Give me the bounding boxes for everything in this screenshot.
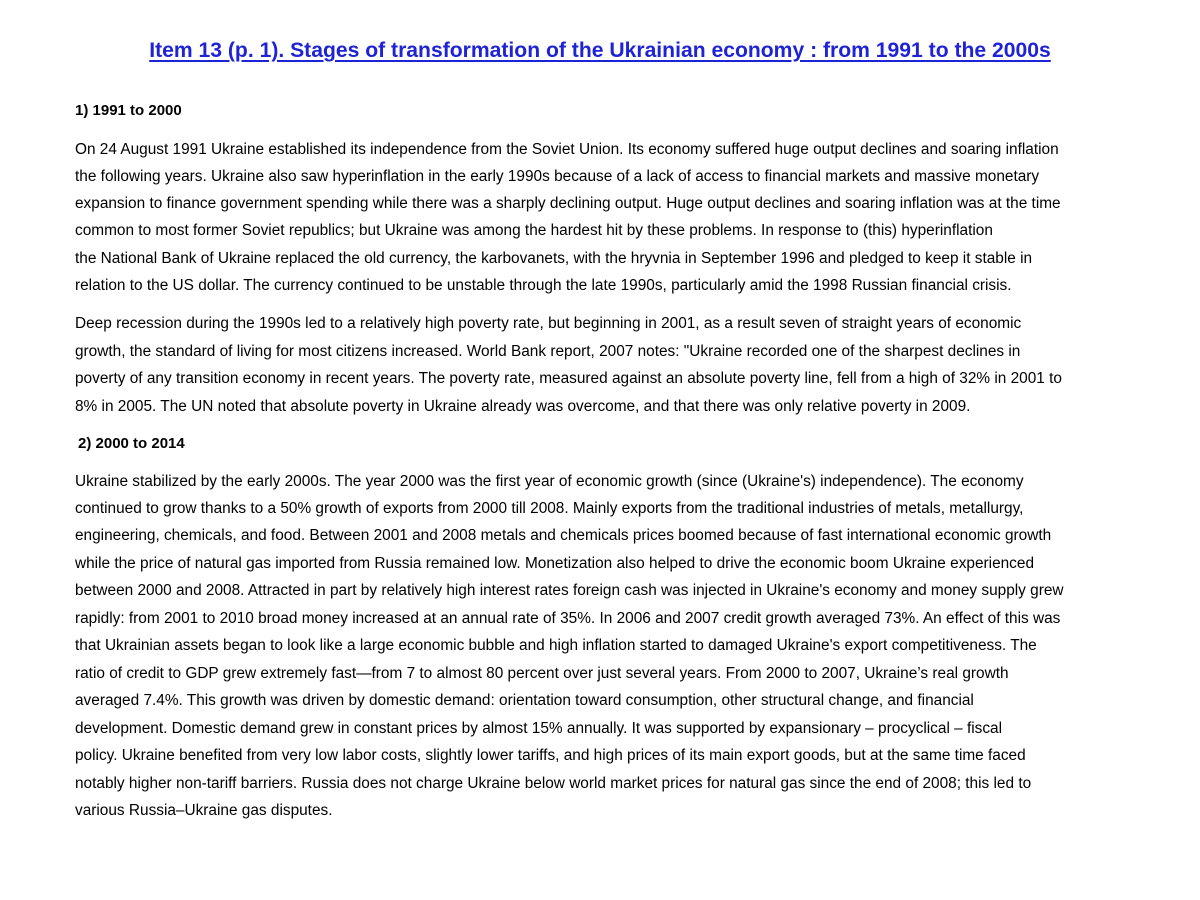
paragraph-line: On 24 August 1991 Ukraine established its independence from the Soviet Union. Its economy suffered huge output declines and soaring inflation bbox=[75, 141, 1059, 158]
paragraph-line: policy. Ukraine benefited from very low labor costs, slightly lower tariffs, and high prices of its main export goods, but at the same time faced bbox=[75, 747, 1026, 764]
paragraph-line: while the price of natural gas imported from Russia remained low. Monetization also helped to drive the economic boom Ukraine experienced bbox=[75, 555, 1034, 572]
paragraph-line: 8% in 2005. The UN noted that absolute poverty in Ukraine already was overcome, and that there was only relative poverty in 2009. bbox=[75, 398, 971, 415]
paragraph-line: notably higher non-tariff barriers. Russia does not charge Ukraine below world market prices for natural gas since the end of 2008; this led to bbox=[75, 775, 1032, 792]
paragraph-line: continued to grow thanks to a 50% growth of exports from 2000 till 2008. Mainly exports from the traditional industries of metals, metallurgy, bbox=[75, 500, 1024, 517]
paragraph-line: the following years. Ukraine also saw hyperinflation in the early 1990s because of a lack of access to financial markets and massive monetary bbox=[75, 168, 1040, 185]
paragraph-line: relation to the US dollar. The currency continued to be unstable through the late 1990s, particularly amid the 1998 Russian financial crisis. bbox=[75, 277, 1012, 294]
paragraph-line: Deep recession during the 1990s led to a relatively high poverty rate, but beginning in 2001, as a result seven of straight years of economic bbox=[75, 315, 1022, 332]
paragraph-line: the National Bank of Ukraine replaced the old currency, the karbovanets, with the hryvnia in September 1996 and pledged to keep it stable in bbox=[75, 250, 1033, 267]
paragraph-line: engineering, chemicals, and food. Between 2001 and 2008 metals and chemicals prices boomed because of fast international economic growth bbox=[75, 527, 1052, 544]
paragraph-line: rapidly: from 2001 to 2010 broad money increased at an annual rate of 35%. In 2006 and 2007 credit growth averaged 73%. An effect of this was bbox=[75, 610, 1061, 627]
paragraph-line: ratio of credit to GDP grew extremely fast—from 7 to almost 80 percent over just several years. From 2000 to 2007, Ukraine’s real growth bbox=[75, 665, 1009, 682]
paragraph-line: growth, the standard of living for most citizens increased. World Bank report, 2007 notes: "Ukraine recorded one of the sharpest declines in bbox=[75, 343, 1021, 360]
paragraph-line: Ukraine stabilized by the early 2000s. The year 2000 was the first year of economic growth (since (Ukraine's) independence). The economy bbox=[75, 473, 1024, 490]
paragraph-line: that Ukrainian assets began to look like a large economic bubble and high inflation started to damaged Ukraine's export competitiveness. The bbox=[75, 637, 1037, 654]
section-heading-1991-2000: 1) 1991 to 2000 bbox=[75, 102, 182, 119]
paragraph-line: averaged 7.4%. This growth was driven by domestic demand: orientation toward consumption, other structural change, and financial bbox=[75, 692, 974, 709]
paragraph-line: various Russia–Ukraine gas disputes. bbox=[75, 802, 333, 819]
paragraph-line: common to most former Soviet republics; but Ukraine was among the hardest hit by these problems. In response to (this) hyperinflation bbox=[75, 222, 993, 239]
paragraph-line: between 2000 and 2008. Attracted in part by relatively high interest rates foreign cash was injected in Ukraine's economy and money supply grew bbox=[75, 582, 1064, 599]
paragraph-line: expansion to finance government spending while there was a sharply declining output. Huge output declines and soaring inflation was at the time bbox=[75, 195, 1061, 212]
section-heading-2000-2014: 2) 2000 to 2014 bbox=[78, 435, 185, 452]
paragraph-line: poverty of any transition economy in recent years. The poverty rate, measured against an absolute poverty line, fell from a high of 32% in 2001 to bbox=[75, 370, 1062, 387]
paragraph-line: development. Domestic demand grew in constant prices by almost 15% annually. It was supported by expansionary – procyclical – fiscal bbox=[75, 720, 1003, 737]
document-title-link[interactable]: Item 13 (p. 1). Stages of transformation of the Ukrainian economy : from 1991 to the 2000s bbox=[149, 39, 1051, 62]
